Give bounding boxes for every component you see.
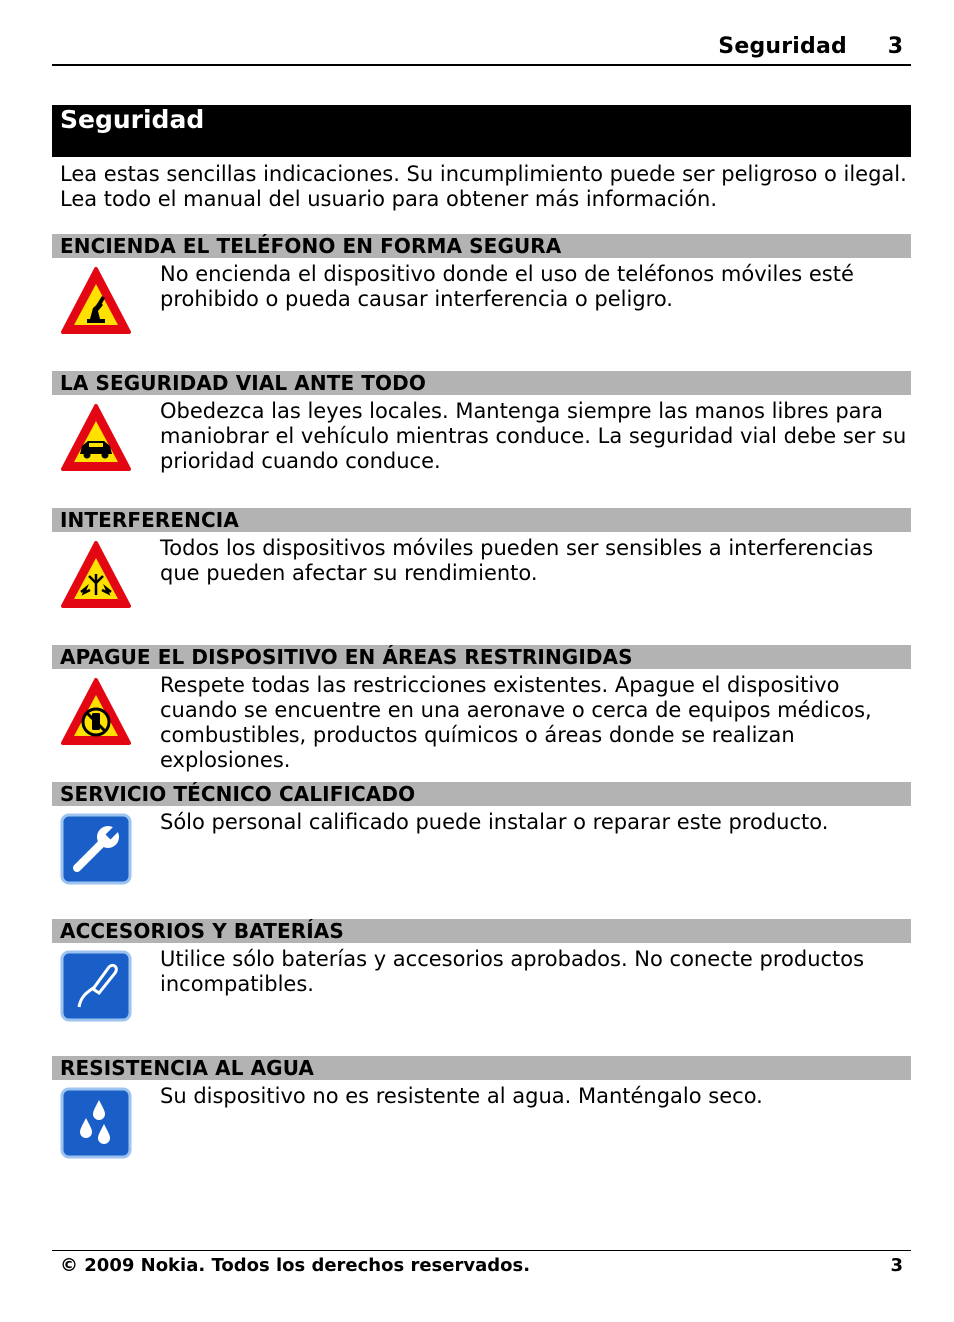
section-heading: ACCESORIOS Y BATERÍAS	[52, 919, 911, 943]
intro-paragraph: Lea estas sencillas indicaciones. Su incumplimiento puede ser peligroso o ilegal. Lea todo el manual del usuario para obtener más información.	[60, 162, 907, 211]
copyright-notice: © 2009 Nokia. Todos los derechos reservados.	[60, 1255, 531, 1276]
car-warning-icon	[59, 401, 133, 475]
page-footer	[52, 1250, 911, 1281]
no-phone-warning-icon	[59, 675, 133, 749]
footer-page-number: 3	[890, 1255, 903, 1276]
section-heading: ENCIENDA EL TELÉFONO EN FORMA SEGURA	[52, 234, 911, 258]
section-text: Todos los dispositivos móviles pueden ser sensibles a interferencias que pueden afectar su rendimiento.	[160, 536, 874, 585]
section-interference	[52, 508, 911, 632]
running-header-title: Seguridad	[718, 34, 847, 59]
page-title: Seguridad	[60, 105, 205, 134]
hand-warning-icon	[59, 264, 133, 338]
accessory-plug-icon	[59, 949, 133, 1023]
section-heading: APAGUE EL DISPOSITIVO EN ÁREAS RESTRINGIDAS	[52, 645, 911, 669]
running-header	[52, 34, 911, 66]
section-text: Utilice sólo baterías y accesorios aprobados. No conecte productos incompatibles.	[160, 947, 865, 996]
section-text: Su dispositivo no es resistente al agua. Manténgalo seco.	[160, 1084, 763, 1108]
section-safe-power-on	[52, 234, 911, 358]
section-heading: RESISTENCIA AL AGUA	[52, 1056, 911, 1080]
section-text: Respete todas las restricciones existentes. Apague el dispositivo cuando se encuentre en una aeronave o cerca de equipos médicos, combustibles, productos químicos o áreas donde se realizan explosiones.	[160, 673, 872, 772]
chapter-title-bar	[52, 105, 911, 157]
section-water-resistance	[52, 1056, 911, 1180]
section-restricted-areas	[52, 645, 911, 772]
water-drops-icon	[59, 1086, 133, 1160]
wrench-icon	[59, 812, 133, 886]
section-heading: INTERFERENCIA	[52, 508, 911, 532]
section-heading: LA SEGURIDAD VIAL ANTE TODO	[52, 371, 911, 395]
section-accessories-batteries	[52, 919, 911, 1043]
section-text: No encienda el dispositivo donde el uso de teléfonos móviles esté prohibido o pueda causar interferencia o peligro.	[160, 262, 854, 311]
section-text: Obedezca las leyes locales. Mantenga siempre las manos libres para maniobrar el vehículo mientras conduce. La seguridad vial debe ser su prioridad cuando conduce.	[160, 399, 907, 473]
section-text: Sólo personal calificado puede instalar o reparar este producto.	[160, 810, 829, 834]
section-road-safety	[52, 371, 911, 495]
section-qualified-service	[52, 782, 911, 906]
running-header-page-number: 3	[887, 34, 903, 59]
interference-warning-icon	[59, 538, 133, 612]
section-heading: SERVICIO TÉCNICO CALIFICADO	[52, 782, 911, 806]
